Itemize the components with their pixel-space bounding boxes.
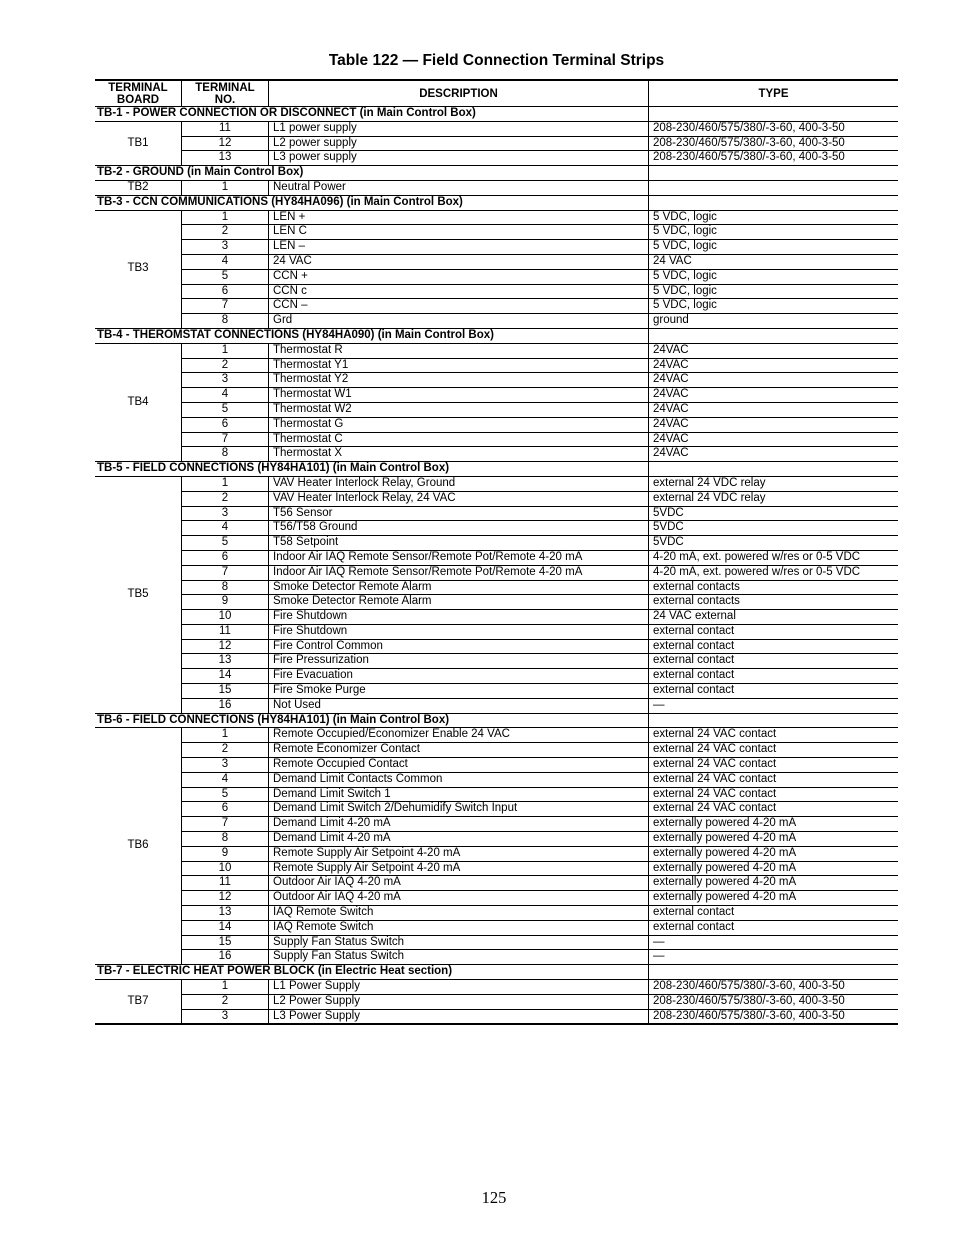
terminal-type: 24VAC [648, 403, 898, 418]
terminal-number: 4 [181, 255, 268, 270]
terminal-description: L2 power supply [268, 137, 648, 152]
terminal-number: 9 [181, 595, 268, 610]
terminal-type: external contact [648, 684, 898, 699]
terminal-type: externally powered 4-20 mA [648, 891, 898, 906]
page-number: 125 [481, 1188, 507, 1207]
terminal-number: 7 [181, 566, 268, 581]
header-terminal-no-line1: TERMINAL [195, 81, 255, 94]
terminal-type: — [648, 950, 898, 965]
terminal-description: CCN – [268, 299, 648, 314]
terminal-description: T56/T58 Ground [268, 521, 648, 536]
terminal-number: 11 [181, 122, 268, 137]
terminal-type: external 24 VDC relay [648, 492, 898, 507]
terminal-number: 15 [181, 936, 268, 951]
terminal-type: external contact [648, 640, 898, 655]
terminal-description: Demand Limit Switch 1 [268, 788, 648, 803]
terminal-type: 208-230/460/575/380/-3-60, 400-3-50 [648, 980, 898, 995]
terminal-description: Remote Supply Air Setpoint 4-20 mA [268, 847, 648, 862]
terminal-number: 16 [181, 950, 268, 965]
terminal-number: 6 [181, 802, 268, 817]
terminal-board-cell: TB6 [95, 728, 181, 965]
terminal-board-cell: TB5 [95, 477, 181, 714]
header-type-label: TYPE [758, 87, 789, 100]
terminal-type: externally powered 4-20 mA [648, 862, 898, 877]
terminal-description: Demand Limit 4-20 mA [268, 832, 648, 847]
terminal-type: external 24 VAC contact [648, 758, 898, 773]
section-header: TB-7 - ELECTRIC HEAT POWER BLOCK (in Electric Heat section) [95, 965, 648, 980]
terminal-description: Neutral Power [268, 181, 648, 196]
terminal-type: external 24 VAC contact [648, 773, 898, 788]
terminal-number: 16 [181, 699, 268, 714]
section-header-type-cell [648, 965, 898, 980]
terminal-type: 24 VAC [648, 255, 898, 270]
terminal-number: 6 [181, 551, 268, 566]
terminal-number: 7 [181, 433, 268, 448]
terminal-type [648, 181, 898, 196]
terminal-type: 208-230/460/575/380/-3-60, 400-3-50 [648, 137, 898, 152]
terminal-description: Outdoor Air IAQ 4-20 mA [268, 876, 648, 891]
terminal-number: 10 [181, 610, 268, 625]
terminal-number: 2 [181, 359, 268, 374]
terminal-type: 5VDC [648, 507, 898, 522]
terminal-number: 13 [181, 906, 268, 921]
terminal-number: 7 [181, 299, 268, 314]
terminal-type: 5 VDC, logic [648, 285, 898, 300]
terminal-type: external contact [648, 921, 898, 936]
terminal-description: L2 Power Supply [268, 995, 648, 1010]
terminal-description: Remote Supply Air Setpoint 4-20 mA [268, 862, 648, 877]
terminal-description: Thermostat Y2 [268, 373, 648, 388]
terminal-type: 24VAC [648, 418, 898, 433]
terminal-type: external 24 VAC contact [648, 802, 898, 817]
terminal-number: 12 [181, 891, 268, 906]
terminal-description: Thermostat X [268, 447, 648, 462]
terminal-type: — [648, 699, 898, 714]
terminal-type: externally powered 4-20 mA [648, 832, 898, 847]
terminal-type: 24VAC [648, 433, 898, 448]
terminal-description: Demand Limit 4-20 mA [268, 817, 648, 832]
terminal-type: 4-20 mA, ext. powered w/res or 0-5 VDC [648, 566, 898, 581]
terminal-type: 5VDC [648, 536, 898, 551]
terminal-type: 4-20 mA, ext. powered w/res or 0-5 VDC [648, 551, 898, 566]
terminal-type: externally powered 4-20 mA [648, 876, 898, 891]
terminal-number: 11 [181, 876, 268, 891]
terminal-type: external 24 VAC contact [648, 728, 898, 743]
terminal-description: Supply Fan Status Switch [268, 950, 648, 965]
terminal-type: externally powered 4-20 mA [648, 847, 898, 862]
header-terminal-no [181, 81, 268, 107]
terminal-description: Supply Fan Status Switch [268, 936, 648, 951]
terminal-type: external contacts [648, 581, 898, 596]
terminal-description: VAV Heater Interlock Relay, 24 VAC [268, 492, 648, 507]
terminal-number: 4 [181, 521, 268, 536]
terminal-description: Thermostat W1 [268, 388, 648, 403]
terminal-number: 12 [181, 640, 268, 655]
terminal-type: 5 VDC, logic [648, 240, 898, 255]
terminal-number: 8 [181, 832, 268, 847]
terminal-number: 8 [181, 447, 268, 462]
terminal-number: 15 [181, 684, 268, 699]
terminal-type: 5 VDC, logic [648, 211, 898, 226]
header-terminal-board [95, 81, 181, 107]
terminal-type: external contacts [648, 595, 898, 610]
terminal-number: 1 [181, 211, 268, 226]
terminal-type: external 24 VDC relay [648, 477, 898, 492]
header-terminal-board-line2: BOARD [116, 93, 160, 106]
terminal-number: 3 [181, 373, 268, 388]
terminal-description: Fire Control Common [268, 640, 648, 655]
terminal-number: 3 [181, 507, 268, 522]
terminal-description: Fire Shutdown [268, 625, 648, 640]
terminal-number: 3 [181, 1010, 268, 1025]
section-header-type-cell [648, 166, 898, 181]
terminal-number: 5 [181, 403, 268, 418]
terminal-number: 1 [181, 728, 268, 743]
terminal-number: 6 [181, 418, 268, 433]
terminal-number: 14 [181, 669, 268, 684]
section-header-type-cell [648, 107, 898, 122]
terminal-description: IAQ Remote Switch [268, 906, 648, 921]
terminal-number: 8 [181, 581, 268, 596]
terminal-number: 11 [181, 625, 268, 640]
terminal-type: external contact [648, 625, 898, 640]
section-header: TB-3 - CCN COMMUNICATIONS (HY84HA096) (in Main Control Box) [95, 196, 648, 211]
terminal-description: Fire Shutdown [268, 610, 648, 625]
terminal-description: VAV Heater Interlock Relay, Ground [268, 477, 648, 492]
terminal-description: CCN c [268, 285, 648, 300]
terminal-description: LEN – [268, 240, 648, 255]
terminal-type: — [648, 936, 898, 951]
terminal-description: Not Used [268, 699, 648, 714]
terminal-type: 5VDC [648, 521, 898, 536]
terminal-type: 208-230/460/575/380/-3-60, 400-3-50 [648, 1010, 898, 1025]
terminal-type: 24VAC [648, 447, 898, 462]
terminal-number: 5 [181, 270, 268, 285]
terminal-number: 3 [181, 240, 268, 255]
terminal-number: 14 [181, 921, 268, 936]
terminal-description: Thermostat C [268, 433, 648, 448]
terminal-number: 5 [181, 536, 268, 551]
terminal-type: external 24 VAC contact [648, 743, 898, 758]
terminal-type: 208-230/460/575/380/-3-60, 400-3-50 [648, 995, 898, 1010]
header-description [268, 81, 648, 107]
terminal-description: T56 Sensor [268, 507, 648, 522]
terminal-type: 5 VDC, logic [648, 299, 898, 314]
terminal-number: 12 [181, 137, 268, 152]
terminal-type: external contact [648, 669, 898, 684]
terminal-number: 13 [181, 151, 268, 166]
section-header: TB-4 - THEROMSTAT CONNECTIONS (HY84HA090) (in Main Control Box) [95, 329, 648, 344]
terminal-number: 1 [181, 344, 268, 359]
section-header: TB-1 - POWER CONNECTION OR DISCONNECT (in Main Control Box) [95, 107, 648, 122]
terminal-number: 4 [181, 388, 268, 403]
terminal-description: Thermostat W2 [268, 403, 648, 418]
terminal-board-cell: TB2 [95, 181, 181, 196]
terminal-type: external 24 VAC contact [648, 788, 898, 803]
section-header-type-cell [648, 714, 898, 729]
terminal-description: Demand Limit Contacts Common [268, 773, 648, 788]
terminal-description: T58 Setpoint [268, 536, 648, 551]
terminal-description: L3 Power Supply [268, 1010, 648, 1025]
terminal-description: Fire Evacuation [268, 669, 648, 684]
terminal-number: 2 [181, 995, 268, 1010]
terminal-description: Remote Economizer Contact [268, 743, 648, 758]
terminal-number: 8 [181, 314, 268, 329]
terminal-description: IAQ Remote Switch [268, 921, 648, 936]
terminal-description: CCN + [268, 270, 648, 285]
terminal-number: 1 [181, 181, 268, 196]
terminal-description: L3 power supply [268, 151, 648, 166]
section-header: TB-5 - FIELD CONNECTIONS (HY84HA101) (in Main Control Box) [95, 462, 648, 477]
section-header-type-cell [648, 329, 898, 344]
terminal-board-cell: TB3 [95, 211, 181, 329]
terminal-description: Outdoor Air IAQ 4-20 mA [268, 891, 648, 906]
terminal-description: Indoor Air IAQ Remote Sensor/Remote Pot/Remote 4-20 mA [268, 566, 648, 581]
terminal-type: 5 VDC, logic [648, 225, 898, 240]
terminal-number: 9 [181, 847, 268, 862]
terminal-number: 2 [181, 492, 268, 507]
section-header-type-cell [648, 462, 898, 477]
terminal-board-cell: TB7 [95, 980, 181, 1024]
terminal-description: Remote Occupied/Economizer Enable 24 VAC [268, 728, 648, 743]
terminal-type: 24VAC [648, 359, 898, 374]
terminal-description: LEN C [268, 225, 648, 240]
terminal-number: 7 [181, 817, 268, 832]
terminal-description: Remote Occupied Contact [268, 758, 648, 773]
section-header: TB-6 - FIELD CONNECTIONS (HY84HA101) (in Main Control Box) [95, 714, 648, 729]
table-title: Table 122 — Field Connection Terminal Strips [328, 52, 665, 69]
terminal-board-cell: TB1 [95, 122, 181, 166]
terminal-number: 1 [181, 980, 268, 995]
terminal-description: Thermostat G [268, 418, 648, 433]
terminal-description: Fire Smoke Purge [268, 684, 648, 699]
terminal-type: external contact [648, 906, 898, 921]
terminal-number: 3 [181, 758, 268, 773]
terminal-number: 1 [181, 477, 268, 492]
terminal-type: 208-230/460/575/380/-3-60, 400-3-50 [648, 122, 898, 137]
terminal-number: 2 [181, 225, 268, 240]
section-header: TB-2 - GROUND (in Main Control Box) [95, 166, 648, 181]
terminal-description: Demand Limit Switch 2/Dehumidify Switch Input [268, 802, 648, 817]
terminal-number: 4 [181, 773, 268, 788]
terminal-type: 24 VAC external [648, 610, 898, 625]
header-description-label: DESCRIPTION [419, 87, 498, 100]
terminal-type: 5 VDC, logic [648, 270, 898, 285]
terminal-description: L1 power supply [268, 122, 648, 137]
terminal-type: 208-230/460/575/380/-3-60, 400-3-50 [648, 151, 898, 166]
terminal-description: Fire Pressurization [268, 654, 648, 669]
terminal-number: 5 [181, 788, 268, 803]
terminal-description: Smoke Detector Remote Alarm [268, 595, 648, 610]
terminal-strips-table [95, 79, 898, 1025]
section-header-type-cell [648, 196, 898, 211]
terminal-type: externally powered 4-20 mA [648, 817, 898, 832]
header-terminal-board-line1: TERMINAL [108, 81, 168, 94]
terminal-type: 24VAC [648, 344, 898, 359]
terminal-board-cell: TB4 [95, 344, 181, 462]
terminal-description: Smoke Detector Remote Alarm [268, 581, 648, 596]
terminal-description: 24 VAC [268, 255, 648, 270]
terminal-number: 6 [181, 285, 268, 300]
header-terminal-no-line2: NO. [214, 93, 236, 106]
terminal-description: LEN + [268, 211, 648, 226]
terminal-type: 24VAC [648, 388, 898, 403]
terminal-number: 13 [181, 654, 268, 669]
terminal-number: 10 [181, 862, 268, 877]
terminal-type: 24VAC [648, 373, 898, 388]
terminal-description: Indoor Air IAQ Remote Sensor/Remote Pot/Remote 4-20 mA [268, 551, 648, 566]
terminal-type: ground [648, 314, 898, 329]
terminal-description: L1 Power Supply [268, 980, 648, 995]
terminal-description: Grd [268, 314, 648, 329]
terminal-description: Thermostat Y1 [268, 359, 648, 374]
terminal-description: Thermostat R [268, 344, 648, 359]
terminal-number: 2 [181, 743, 268, 758]
header-type [648, 81, 898, 107]
terminal-type: external contact [648, 654, 898, 669]
